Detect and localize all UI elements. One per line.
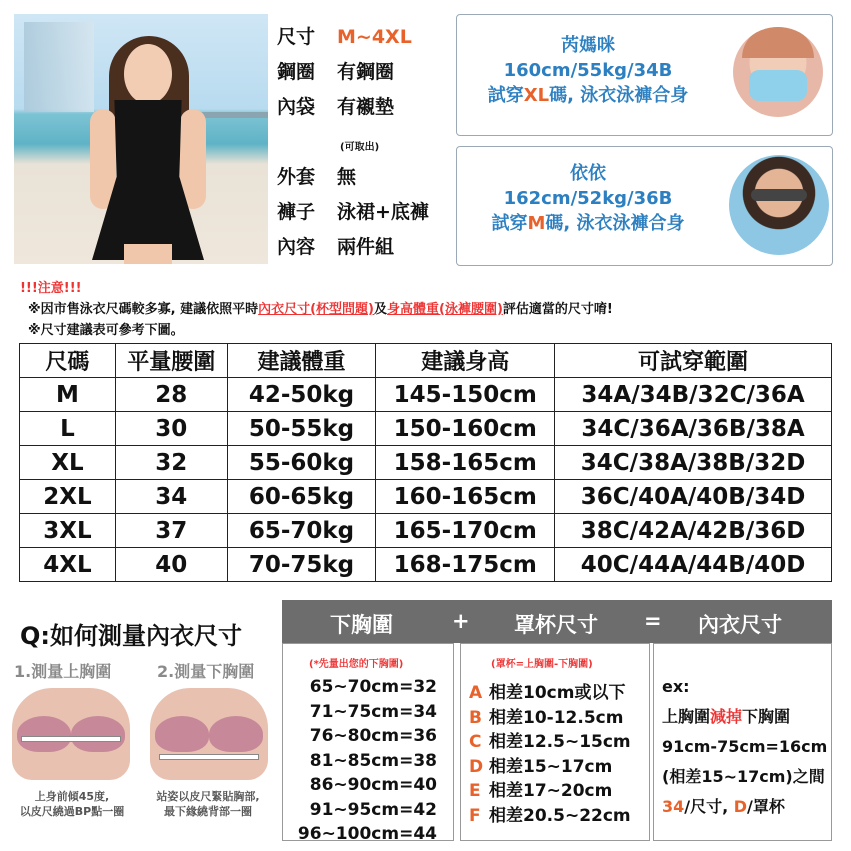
cell: 37 [115,514,227,548]
table-row [20,412,832,446]
warning-title: !!!注意!!! [20,281,82,296]
cell: 40C/44A/44B/40D [555,548,832,582]
column-note: (*先量出您的下胸圍) [309,659,404,670]
cell: 160-165cm [376,480,555,514]
list-item: 65~70cm=32 [309,677,437,697]
formula-header-underbust: 下胸圍 [330,613,393,637]
cell: 40 [115,548,227,582]
cell: 70-75kg [227,548,376,582]
reviewer-card [456,14,833,136]
cell: 38C/42A/42B/36D [555,514,832,548]
list-item: C 相差12.5~15cm [469,732,631,752]
cell: 50-55kg [227,412,376,446]
reviewer-card [456,146,833,266]
list-item: F 相差20.5~22cm [469,805,631,826]
cell: 34C/36A/36B/38A [555,412,832,446]
bust-illustration [12,688,130,780]
list-item: 91~95cm=42 [309,799,437,820]
list-item: E 相差17~20cm [469,781,613,801]
measure-title: Q:如何測量內衣尺寸 [20,622,242,650]
cup-column [460,643,650,841]
measure-caption-1: 上身前傾45度, 以皮尺繞過BP點一圈 [19,790,125,818]
table-header-row [20,344,832,378]
cell: 65-70kg [227,514,376,548]
list-item: B 相差10-12.5cm [469,707,624,728]
cell: 168-175cm [376,548,555,582]
example-column [653,643,832,841]
measure-step-1: 1.測量上胸圍 [14,662,112,681]
list-item: D 相差15~17cm [469,756,613,777]
underbust-illustration [150,688,268,780]
table-row [20,548,832,582]
list-item: 76~80cm=36 [309,726,437,746]
underbust-column [282,643,454,844]
table-row [20,480,832,514]
cell: 34A/34B/32C/36A [555,378,832,412]
col-header: 建議身高 [376,344,555,378]
list-item: 96~100cm=44 [297,824,437,844]
note-line: ※因市售泳衣尺碼較多寡, 建議依照平時內衣尺寸(杯型問題)及身高體重(泳褲腰圍)評估適當的尺寸唷! [28,302,613,317]
cell: 34C/38A/38B/32D [555,446,832,480]
reviewer-trial: 試穿M碼, 泳衣泳褲合身 [491,213,685,234]
reviewer-stats: 162cm/52kg/36B [503,188,673,209]
spec-pad-note: (可取出) [340,142,380,153]
formula-plus: + [452,609,470,633]
cell: 32 [115,446,227,480]
measure-caption-2: 站姿以皮尺緊貼胸部, 最下緣繞背部一圈 [156,790,260,818]
avatar [729,155,829,255]
reviewer-stats: 160cm/55kg/34B [503,60,673,81]
formula-header [282,600,832,643]
cell: 36C/40A/40B/34D [555,480,832,514]
avatar [733,27,823,117]
spec-wire: 鋼圈 有鋼圈 [277,61,395,83]
table-row [20,446,832,480]
list-item: 71~75cm=34 [309,701,437,722]
product-photo [14,14,268,264]
column-note: (罩杯=上胸圍-下胸圍) [491,659,593,670]
cup-list [469,681,631,828]
cell: 3XL [20,514,116,548]
cell: XL [20,446,116,480]
cell: 30 [115,412,227,446]
reviewer-name: 芮媽咪 [561,35,615,56]
spec-content: 內容 兩件組 [277,236,395,258]
list-item: 81~85cm=38 [309,750,437,771]
cell: L [20,412,116,446]
cell: 158-165cm [376,446,555,480]
cell: 60-65kg [227,480,376,514]
cell: 4XL [20,548,116,582]
cell: 150-160cm [376,412,555,446]
formula-header-cup: 罩杯尺寸 [514,613,598,637]
col-header: 尺碼 [20,344,116,378]
list-item: 86~90cm=40 [309,775,437,795]
cell: 42-50kg [227,378,376,412]
list-item: A 相差10cm或以下 [469,683,626,703]
underbust-list [283,675,437,847]
col-header: 建議體重 [227,344,376,378]
cell: 28 [115,378,227,412]
measure-step-2: 2.測量下胸圍 [157,662,255,681]
col-header: 可試穿範圍 [555,344,832,378]
col-header: 平量腰圍 [115,344,227,378]
example-text: ex: 上胸圍減掉下胸圍 91cm-75cm=16cm (相差15~17cm)之間 34/尺寸, D/罩杯 [662,677,828,816]
spec-coat: 外套 無 [277,166,357,188]
spec-pad: 內袋 有襯墊 [277,96,395,118]
size-table [19,343,832,582]
table-row [20,514,832,548]
formula-header-size: 內衣尺寸 [698,613,782,637]
table-row [20,378,832,412]
spec-size: 尺寸 M~4XL [277,26,412,48]
spec-pants: 褲子 泳裙+底褲 [277,201,429,223]
note-line: ※尺寸建議表可參考下圖。 [28,323,184,338]
cell: 165-170cm [376,514,555,548]
cell: M [20,378,116,412]
cell: 2XL [20,480,116,514]
reviewer-name: 依依 [570,163,606,184]
cell: 55-60kg [227,446,376,480]
cell: 145-150cm [376,378,555,412]
formula-equals: = [644,609,662,633]
cell: 34 [115,480,227,514]
reviewer-trial: 試穿XL碼, 泳衣泳褲合身 [487,85,689,106]
